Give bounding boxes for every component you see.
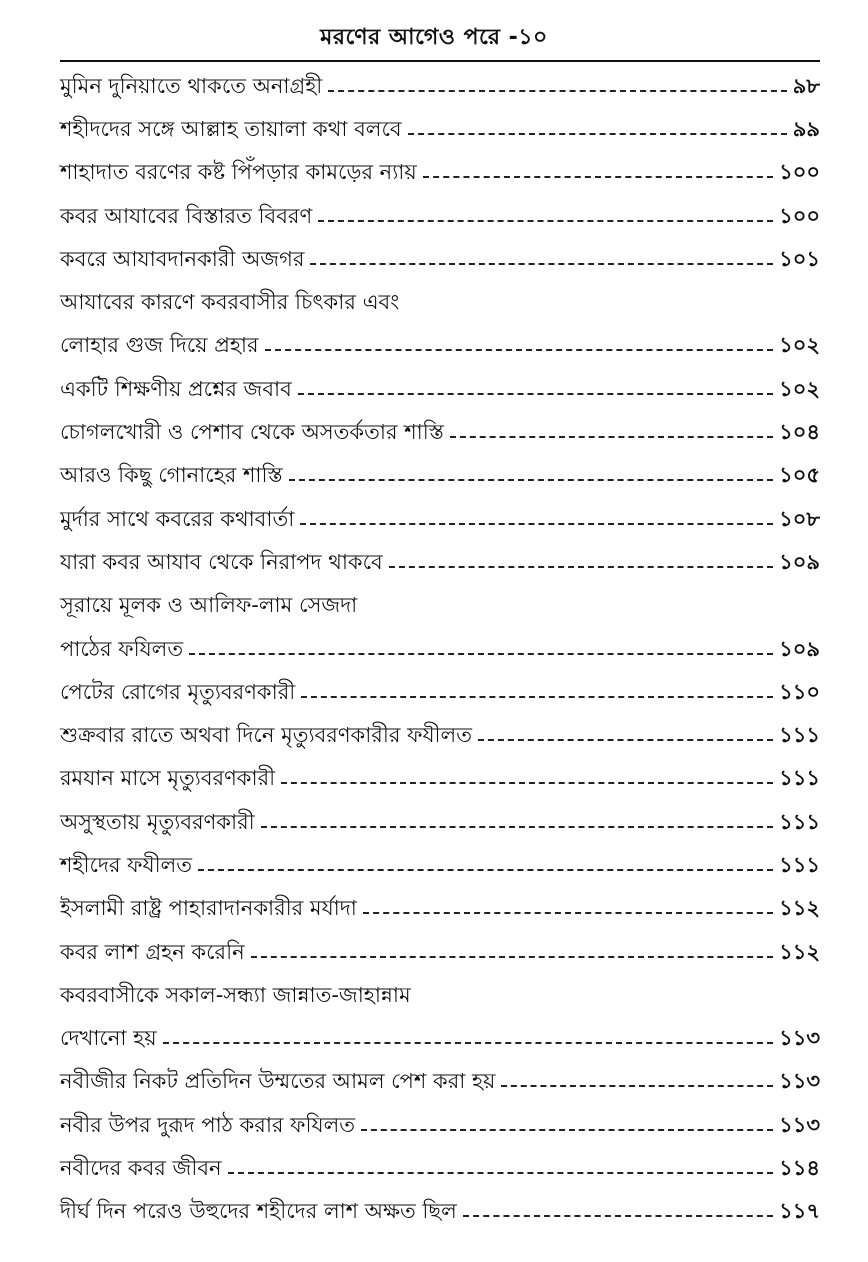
toc-entry xyxy=(60,973,820,1016)
toc-entry xyxy=(60,1103,820,1146)
toc-entry xyxy=(60,64,820,107)
dotted-leader xyxy=(310,263,773,265)
dotted-leader xyxy=(289,479,773,481)
toc-entry xyxy=(60,887,820,930)
dotted-leader xyxy=(301,696,773,698)
toc-entry-title: কবরবাসীকে সকাল-সন্ধ্যা জান্নাত-জাহান্নাম xyxy=(60,982,411,1007)
toc-entry-title: মুমিন দুনিয়াতে থাকতে অনাগ্রহী xyxy=(60,73,323,98)
toc-entry-page-number: ১১২ xyxy=(779,939,820,964)
dotted-leader xyxy=(265,349,773,351)
toc-entry xyxy=(60,1017,820,1060)
toc-entry-page-number: ১০৮ xyxy=(779,506,820,531)
toc-entry-title: শহীদদের সঙ্গে আল্লাহ তায়ালা কথা বলবে xyxy=(60,116,402,141)
toc-entry-page-number: ১০৯ xyxy=(779,549,820,574)
dotted-leader xyxy=(423,176,773,178)
dotted-leader xyxy=(251,956,773,958)
dotted-leader xyxy=(281,782,773,784)
toc-entry-page-number: ১০২ xyxy=(779,333,820,358)
dotted-leader xyxy=(300,523,773,525)
toc-entry xyxy=(60,497,820,540)
toc-entry-title: চোগলখোরী ও পেশাব থেকে অসতর্কতার শাস্তি xyxy=(60,420,444,445)
toc-entry-title: দীর্ঘ দিন পরেও উহুদের শহীদের লাশ অক্ষত ছিল xyxy=(60,1199,457,1224)
toc-entry-title: কবরে আযাবদানকারী অজগর xyxy=(60,246,305,271)
table-of-contents xyxy=(60,64,820,1233)
toc-entry-title: মুর্দার সাথে কবরের কথাবার্তা xyxy=(60,506,295,531)
toc-entry-title: লোহার গুজ দিয়ে প্রহার xyxy=(60,333,259,358)
toc-entry-page-number: ১১০ xyxy=(779,679,820,704)
toc-entry xyxy=(60,843,820,886)
dotted-leader xyxy=(463,1215,773,1217)
dotted-leader xyxy=(478,739,773,741)
toc-entry xyxy=(60,713,820,756)
toc-entry xyxy=(60,930,820,973)
header-rule xyxy=(60,60,820,62)
toc-entry xyxy=(60,367,820,410)
toc-entry-title: নবীর উপর দুরূদ পাঠ করার ফযিলত xyxy=(60,1112,355,1137)
dotted-leader xyxy=(189,653,773,655)
toc-entry xyxy=(60,410,820,453)
toc-entry xyxy=(60,1060,820,1103)
dotted-leader xyxy=(363,912,773,914)
toc-entry-page-number: ১১৩ xyxy=(779,1069,820,1094)
toc-entry-title: কবর আযাবের বিস্তারত বিবরণ xyxy=(60,203,313,228)
toc-entry-title: দেখানো হয় xyxy=(60,1026,157,1051)
dotted-leader xyxy=(389,566,773,568)
dotted-leader xyxy=(408,133,787,135)
toc-entry-title: অসুস্থতায় মৃত্যুবরণকারী xyxy=(60,809,255,834)
toc-entry-page-number: ১১৪ xyxy=(779,1156,820,1181)
toc-entry-page-number: ১০৫ xyxy=(779,463,820,488)
toc-entry xyxy=(60,237,820,280)
dotted-leader xyxy=(298,393,773,395)
dotted-leader xyxy=(198,869,773,871)
toc-entry xyxy=(60,757,820,800)
toc-entry-title: আরও কিছু গোনাহের শাস্তি xyxy=(60,463,283,488)
toc-entry xyxy=(60,627,820,670)
toc-entry-title: শাহাদাত বরণের কষ্ট পিঁপড়ার কামড়ের ন্যায় xyxy=(60,160,417,185)
dotted-leader xyxy=(318,220,773,222)
toc-entry-page-number: ১০৯ xyxy=(779,636,820,661)
toc-entry xyxy=(60,670,820,713)
toc-entry-title: একটি শিক্ষণীয় প্রশ্নের জবাব xyxy=(60,376,292,401)
toc-entry-page-number: ১০০ xyxy=(779,203,820,228)
toc-entry-title: সূরায়ে মূলক ও আলিফ-লাম সেজদা xyxy=(60,593,358,618)
toc-entry-title: ইসলামী রাষ্ট্র পাহারাদানকারীর মর্যাদা xyxy=(60,896,357,921)
dotted-leader xyxy=(361,1129,773,1131)
toc-entry-title: নবীজীর নিকট প্রতিদিন উম্মতের আমল পেশ করা হয় xyxy=(60,1069,496,1094)
dotted-leader xyxy=(328,90,786,92)
running-header: মরণের আগেও পরে -১০ xyxy=(320,25,548,50)
toc-entry-page-number: ১১৩ xyxy=(779,1112,820,1137)
toc-entry xyxy=(60,151,820,194)
toc-entry-page-number: ৯৮ xyxy=(792,73,820,98)
toc-entry-title: আযাবের কারণে কবরবাসীর চিৎকার এবং xyxy=(60,290,400,315)
dotted-leader xyxy=(261,826,773,828)
dotted-leader xyxy=(501,1085,773,1087)
toc-entry xyxy=(60,800,820,843)
dotted-leader xyxy=(163,1042,774,1044)
toc-entry xyxy=(60,107,820,150)
toc-entry-title: কবর লাশ গ্রহন করেনি xyxy=(60,939,245,964)
toc-entry-title: যারা কবর আযাব থেকে নিরাপদ থাকবে xyxy=(60,549,383,574)
toc-entry xyxy=(60,454,820,497)
toc-entry-page-number: ১১৩ xyxy=(779,1026,820,1051)
dotted-leader xyxy=(450,436,773,438)
toc-entry-title: পাঠের ফযিলত xyxy=(60,636,184,661)
toc-entry xyxy=(60,324,820,367)
toc-entry-title: পেটের রোগের মৃত্যুবরণকারী xyxy=(60,679,296,704)
toc-entry-page-number: ১১১ xyxy=(779,852,820,877)
toc-entry xyxy=(60,280,820,323)
toc-entry-title: শহীদের ফযীলত xyxy=(60,852,193,877)
toc-entry-page-number: ১১২ xyxy=(779,896,820,921)
toc-entry-page-number: ১১১ xyxy=(779,766,820,791)
toc-entry-page-number: ১০৪ xyxy=(779,420,820,445)
toc-entry xyxy=(60,1146,820,1189)
toc-entry-page-number: ১১৭ xyxy=(779,1199,820,1224)
toc-entry-page-number: ১১১ xyxy=(779,723,820,748)
toc-entry-page-number: ৯৯ xyxy=(792,116,820,141)
dotted-leader xyxy=(228,1172,774,1174)
toc-entry-page-number: ১০২ xyxy=(779,376,820,401)
toc-entry xyxy=(60,1190,820,1233)
toc-entry-title: নবীদের কবর জীবন xyxy=(60,1156,222,1181)
toc-entry-title: শুক্রবার রাতে অথবা দিনে মৃত্যুবরণকারীর ফযীলত xyxy=(60,723,472,748)
toc-entry-page-number: ১০০ xyxy=(779,160,820,185)
toc-entry-page-number: ১০১ xyxy=(779,246,820,271)
toc-entry-title: রমযান মাসে মৃত্যুবরণকারী xyxy=(60,766,276,791)
toc-entry xyxy=(60,194,820,237)
toc-entry-page-number: ১১১ xyxy=(779,809,820,834)
toc-entry xyxy=(60,584,820,627)
toc-entry xyxy=(60,540,820,583)
